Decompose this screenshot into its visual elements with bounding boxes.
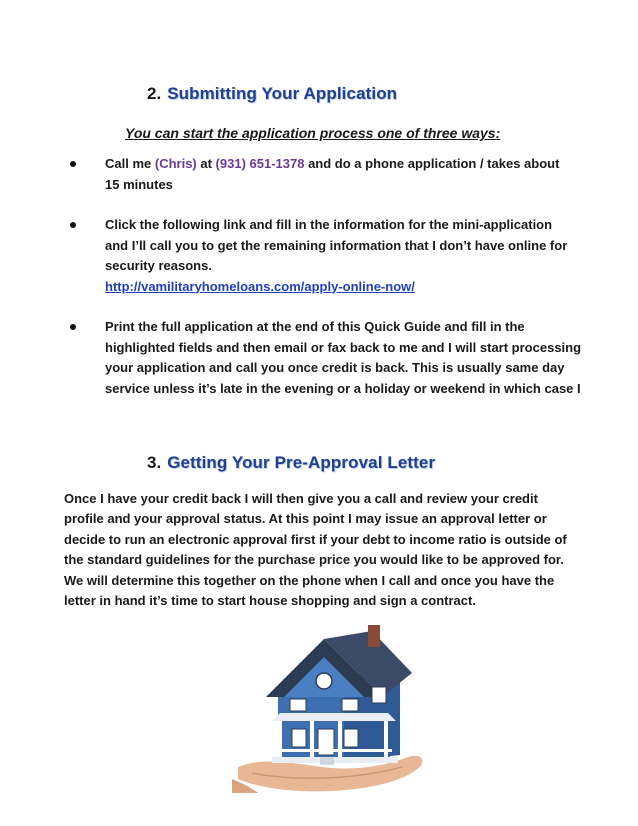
paragraph-line: Once I have your credit back I will then give you a call and review your credit xyxy=(64,491,538,506)
paragraph-line: decide to run an electronic approval first if your debt to income ratio is outside of xyxy=(64,531,567,547)
paragraph-line: letter in hand it’s time to start house shopping and sign a contract. xyxy=(64,593,476,609)
section-2-number: 2. xyxy=(147,84,162,103)
list-item-text: highlighted fields and then email or fax back to me and I will start processing xyxy=(105,339,582,355)
list-item-text: Print the full application at the end of this Quick Guide and fill in the xyxy=(105,319,525,334)
apply-online-link[interactable]: http://vamilitaryhomeloans.com/apply-online-now/ xyxy=(105,278,415,294)
list-item-text: and I’ll call you to get the remaining information that I don’t have online for xyxy=(105,237,568,253)
list-item-line xyxy=(105,338,584,359)
paragraph-line: the standard guidelines for the purchase price you would like to be approved for. xyxy=(64,552,564,568)
section-2-heading xyxy=(147,84,397,104)
list-item-line xyxy=(105,154,584,175)
house-on-hand-icon xyxy=(232,617,428,793)
list-item-line xyxy=(105,256,584,277)
list-item-text: Click the following link and fill in the information for the mini-application xyxy=(105,217,553,232)
list-item-line xyxy=(105,379,584,400)
list-item-line xyxy=(105,358,584,379)
section-3-heading xyxy=(147,453,435,473)
contact-highlight: (931) 651-1378 xyxy=(215,156,305,171)
paragraph-line: We will determine this together on the phone when I call and once you have the xyxy=(64,572,555,588)
list-item-text: your application and call you once credit is back. This is usually same day xyxy=(105,360,565,375)
list-item-text: service unless it’s late in the evening or a holiday or weekend in which case I xyxy=(105,380,581,396)
list-item-line xyxy=(105,215,584,236)
section-2-intro: You can start the application process one of three ways: xyxy=(125,125,501,141)
list-item xyxy=(64,154,584,195)
list-item-text: Call me xyxy=(105,156,155,171)
bullet-icon xyxy=(70,324,76,330)
list-item xyxy=(64,215,584,297)
list-item-line xyxy=(105,236,584,257)
bullet-icon xyxy=(70,222,76,228)
section-3-number: 3. xyxy=(147,453,162,472)
list-item-line xyxy=(105,277,584,298)
paragraph-line: profile and your approval status. At this point I may issue an approval letter or xyxy=(64,511,547,527)
list-item-text: security reasons. xyxy=(105,258,212,273)
section-2-title: Submitting Your Application xyxy=(167,84,398,103)
section-3-title: Getting Your Pre-Approval Letter xyxy=(167,453,436,472)
application-methods-list xyxy=(64,154,584,419)
list-item-line xyxy=(105,175,584,196)
list-item-line xyxy=(105,317,584,338)
list-item-text: 15 minutes xyxy=(105,176,173,192)
list-item-text: and do a phone application / takes about xyxy=(304,156,560,171)
contact-highlight: (Chris) xyxy=(154,156,197,171)
list-item-text: at xyxy=(196,156,216,171)
bullet-icon xyxy=(70,161,76,167)
section-3-paragraph xyxy=(64,489,584,611)
list-item xyxy=(64,317,584,399)
